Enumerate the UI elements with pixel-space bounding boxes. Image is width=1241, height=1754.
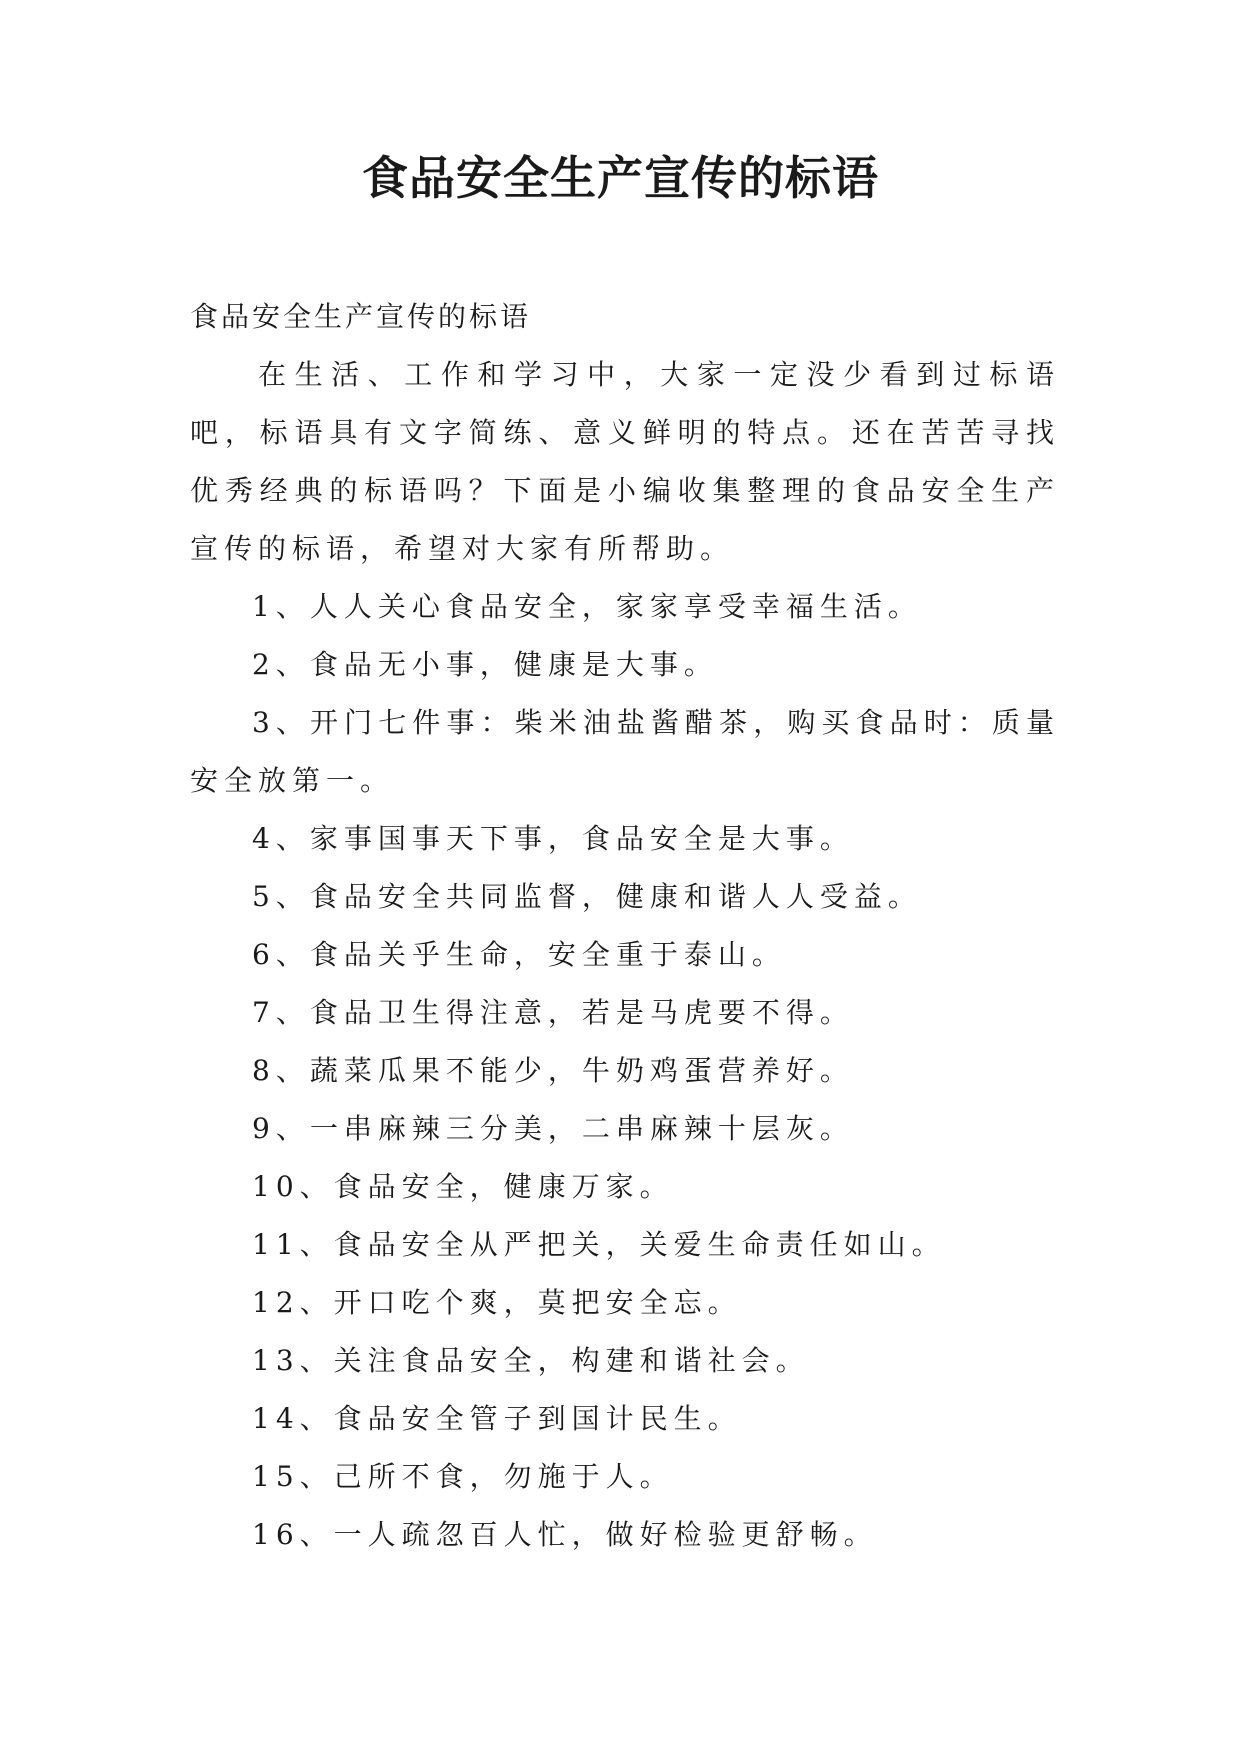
slogan-item: 13、关注食品安全，构建和谐社会。 [252, 1344, 810, 1377]
slogan-item: 1、人人关心食品安全，家家享受幸福生活。 [252, 590, 922, 623]
slogan-item: 6、食品关乎生命，安全重于泰山。 [252, 938, 786, 971]
slogan-item: 14、食品安全管子到国计民生。 [252, 1402, 742, 1435]
intro-paragraph: 在生活、工作和学习中，大家一定没少看到过标语吧，标语具有文字简练、意义鲜明的特点。还在苦苦寻找优秀经典的标语吗？下面是小编收集整理的食品安全生产宣传的标语，希望对大家有所帮助。 [190, 358, 1060, 565]
slogan-item: 15、己所不食，勿施于人。 [252, 1460, 674, 1493]
slogan-item: 4、家事国事天下事，食品安全是大事。 [252, 822, 854, 855]
slogan-list [190, 578, 1060, 1564]
document-body [190, 288, 1060, 1564]
document-subtitle: 食品安全生产宣传的标语 [190, 300, 532, 333]
document-title: 食品安全生产宣传的标语 [362, 151, 879, 205]
slogan-item: 10、食品安全，健康万家。 [252, 1170, 674, 1203]
slogan-item: 3、开门七件事：柴米油盐酱醋茶，购买食品时：质量安全放第一。 [190, 706, 1060, 797]
slogan-item: 2、食品无小事，健康是大事。 [252, 648, 718, 681]
slogan-item: 7、食品卫生得注意，若是马虎要不得。 [252, 996, 854, 1029]
slogan-item: 5、食品安全共同监督，健康和谐人人受益。 [252, 880, 922, 913]
slogan-item: 11、食品安全从严把关，关爱生命责任如山。 [252, 1228, 946, 1261]
slogan-item: 8、蔬菜瓜果不能少，牛奶鸡蛋营养好。 [252, 1054, 854, 1087]
slogan-item: 16、一人疏忽百人忙，做好检验更舒畅。 [252, 1518, 878, 1551]
slogan-item: 12、开口吃个爽，莫把安全忘。 [252, 1286, 742, 1319]
slogan-item: 9、一串麻辣三分美，二串麻辣十层灰。 [252, 1112, 854, 1145]
